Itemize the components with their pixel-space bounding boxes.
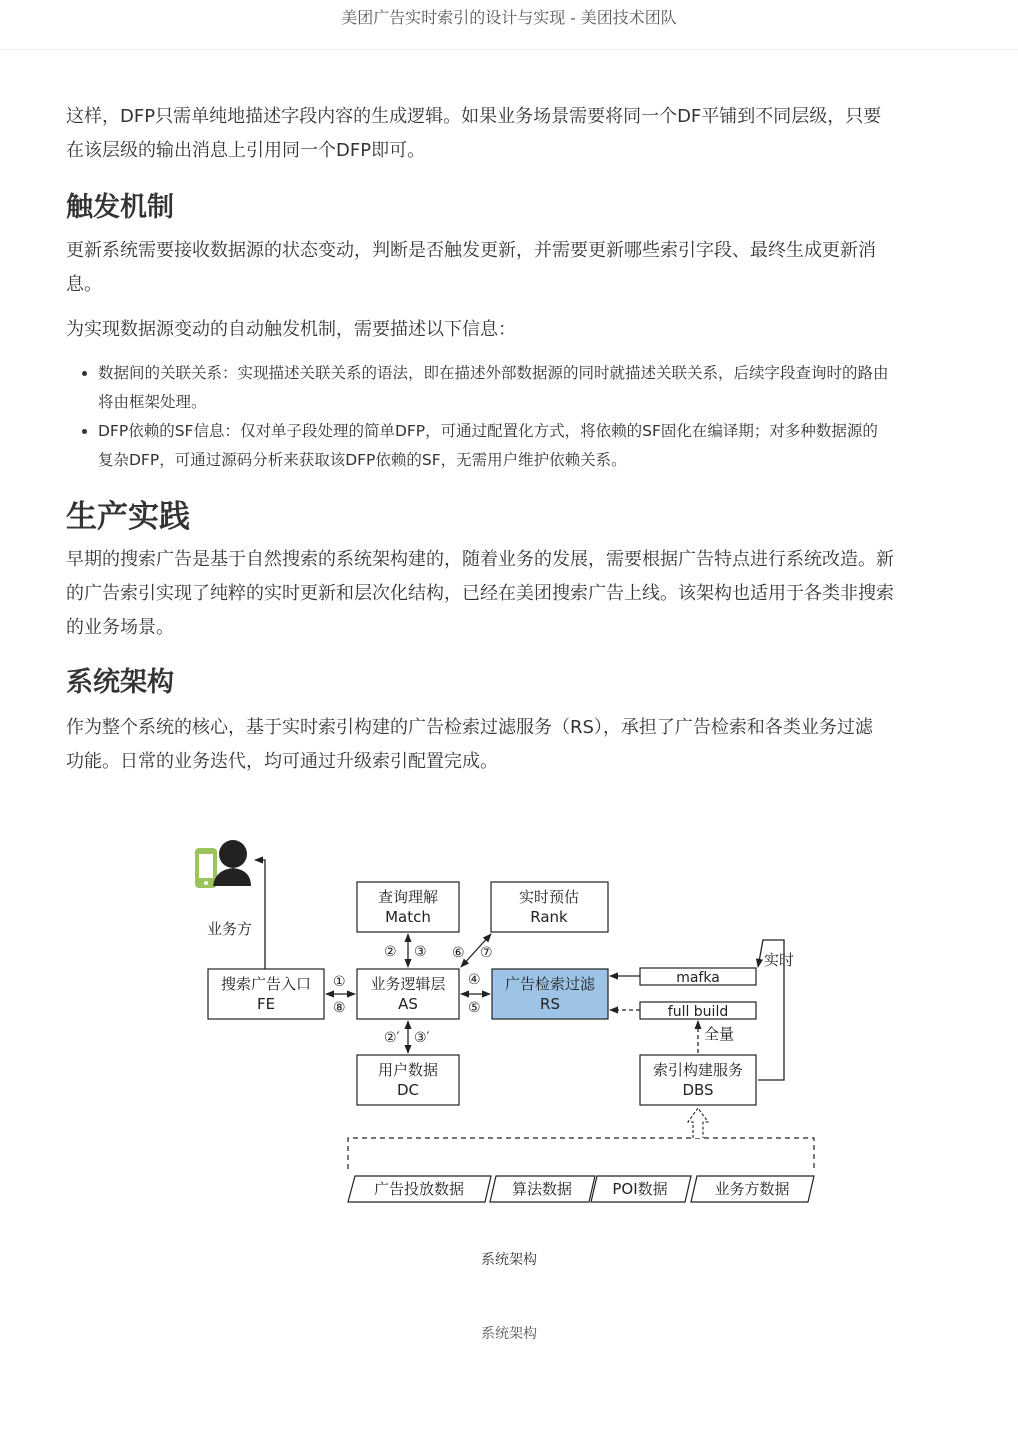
fe-box — [208, 969, 324, 1019]
dc-label-line-2: DC — [396, 1081, 420, 1099]
realtime-label: 实时 — [764, 951, 795, 969]
figure-caption: 系统架构 — [481, 1252, 537, 1268]
source-label: POI数据 — [612, 1180, 668, 1198]
user-phone-icon — [195, 840, 251, 888]
dbs-label-line-1: 索引构建服务 — [652, 1061, 744, 1079]
step-8: ⑧ — [333, 1000, 346, 1016]
intro-line-1: 这样，DFP只需单纯地描述字段内容的生成逻辑。如果业务场景需要将同一个DF平铺到不同层级，只要 — [66, 106, 882, 127]
full-build-label: full build — [667, 1004, 729, 1020]
step-5: ⑤ — [468, 1000, 481, 1016]
architecture-diagram-svg — [185, 826, 835, 1216]
trigger-p1-line-1: 更新系统需要接收数据源的状态变动，判断是否触发更新，并需要更新哪些索引字段、最终生成更新消 — [66, 240, 876, 261]
as-label-line-1: 业务逻辑层 — [370, 975, 446, 993]
bullet-1-line-2: 将由框架处理。 — [98, 393, 207, 411]
architecture-line-1: 作为整个系统的核心，基于实时索引构建的广告检索过滤服务（RS），承担了广告检索和各类业务过滤 — [66, 717, 873, 738]
production-line-1: 早期的搜索广告是基于自然搜索的系统架构建的，随着业务的发展，需要根据广告特点进行系统改造。新 — [66, 549, 894, 570]
rs-label-line-2: RS — [540, 995, 560, 1013]
heading-architecture: 系统架构 — [66, 667, 174, 698]
match-label-line-1: 查询理解 — [377, 888, 439, 906]
step-7: ⑦ — [480, 945, 493, 961]
step-6: ⑥ — [452, 945, 465, 961]
bullet-1-line-1: 数据间的关联关系：实现描述关联关系的语法，即在描述外部数据源的同时就描述关联关系，后续字段查询时的路由 — [98, 364, 889, 382]
heading-trigger: 触发机制 — [66, 192, 174, 223]
rank-box — [491, 882, 608, 932]
fe-label-line-2: FE — [256, 995, 276, 1013]
business-party-label: 业务方 — [207, 920, 253, 938]
full-label: 全量 — [704, 1025, 735, 1043]
source-label: 业务方数据 — [714, 1180, 790, 1198]
production-line-2: 的广告索引实现了纯粹的实时更新和层次化结构，已经在美团搜索广告上线。该架构也适用于各类非搜索 — [66, 583, 894, 604]
page-header — [0, 0, 1018, 50]
source-algorithm — [490, 1176, 595, 1202]
heading-production: 生产实践 — [66, 499, 190, 535]
sources-container — [348, 1138, 814, 1169]
rank-label-line-1: 实时预估 — [518, 888, 580, 906]
step-4: ④ — [468, 972, 481, 988]
sources-to-dbs-arrow — [688, 1108, 708, 1138]
step-3: ③ — [414, 944, 427, 960]
trigger-bullet-list — [66, 359, 956, 475]
fe-to-user-arrow — [255, 860, 265, 969]
rs-label-line-1: 广告检索过滤 — [504, 975, 596, 993]
as-box — [357, 969, 459, 1019]
bullet-item — [98, 417, 956, 475]
dbs-label-line-2: DBS — [682, 1081, 714, 1099]
architecture-paragraph — [66, 711, 956, 779]
production-paragraph — [66, 543, 956, 645]
bullet-2-line-2: 复杂DFP，可通过源码分析来获取该DFP依赖的SF，无需用户维护依赖关系。 — [98, 451, 627, 469]
intro-paragraph — [66, 100, 956, 168]
step-2: ② — [384, 944, 397, 960]
source-label: 广告投放数据 — [373, 1180, 465, 1198]
mafka-label: mafka — [676, 970, 720, 986]
trigger-paragraph-1 — [66, 234, 956, 302]
bullet-item — [98, 359, 956, 417]
source-label: 算法数据 — [511, 1180, 573, 1198]
rs-box — [492, 969, 608, 1019]
mafka-box — [640, 968, 756, 986]
rank-label-line-2: Rank — [530, 908, 568, 926]
article-content — [66, 100, 956, 779]
architecture-line-2: 功能。日常的业务迭代，均可通过升级索引配置完成。 — [66, 751, 498, 772]
production-line-3: 的业务场景。 — [66, 617, 174, 638]
bullet-2-line-1: DFP依赖的SF信息：仅对单子段处理的简单DFP，可通过配置化方式，将依赖的SF固化在编译期；对多种数据源的 — [98, 422, 878, 440]
trigger-paragraph-2: 为实现数据源变动的自动触发机制，需要描述以下信息： — [66, 319, 516, 340]
architecture-diagram — [185, 826, 835, 1216]
source-poi — [591, 1176, 691, 1202]
figure-caption-secondary: 系统架构 — [481, 1326, 537, 1342]
step-2-prime: ②′ — [384, 1030, 400, 1046]
as-label-line-2: AS — [398, 995, 418, 1013]
fe-label-line-1: 搜索广告入口 — [220, 975, 312, 993]
step-1: ① — [333, 974, 346, 990]
trigger-p1-line-2: 息。 — [66, 274, 102, 295]
source-business — [691, 1176, 814, 1202]
dbs-box — [640, 1055, 756, 1105]
match-label-line-2: Match — [385, 908, 431, 926]
full-build-box — [640, 1002, 756, 1020]
source-ad-delivery — [348, 1176, 491, 1202]
page-title: 美团广告实时索引的设计与实现 - 美团技术团队 — [341, 8, 677, 27]
dc-label-line-1: 用户数据 — [377, 1061, 439, 1079]
match-box — [357, 882, 459, 932]
step-3-prime: ③′ — [414, 1030, 430, 1046]
dc-box — [357, 1055, 459, 1105]
intro-line-2: 在该层级的输出消息上引用同一个DFP即可。 — [66, 140, 426, 161]
